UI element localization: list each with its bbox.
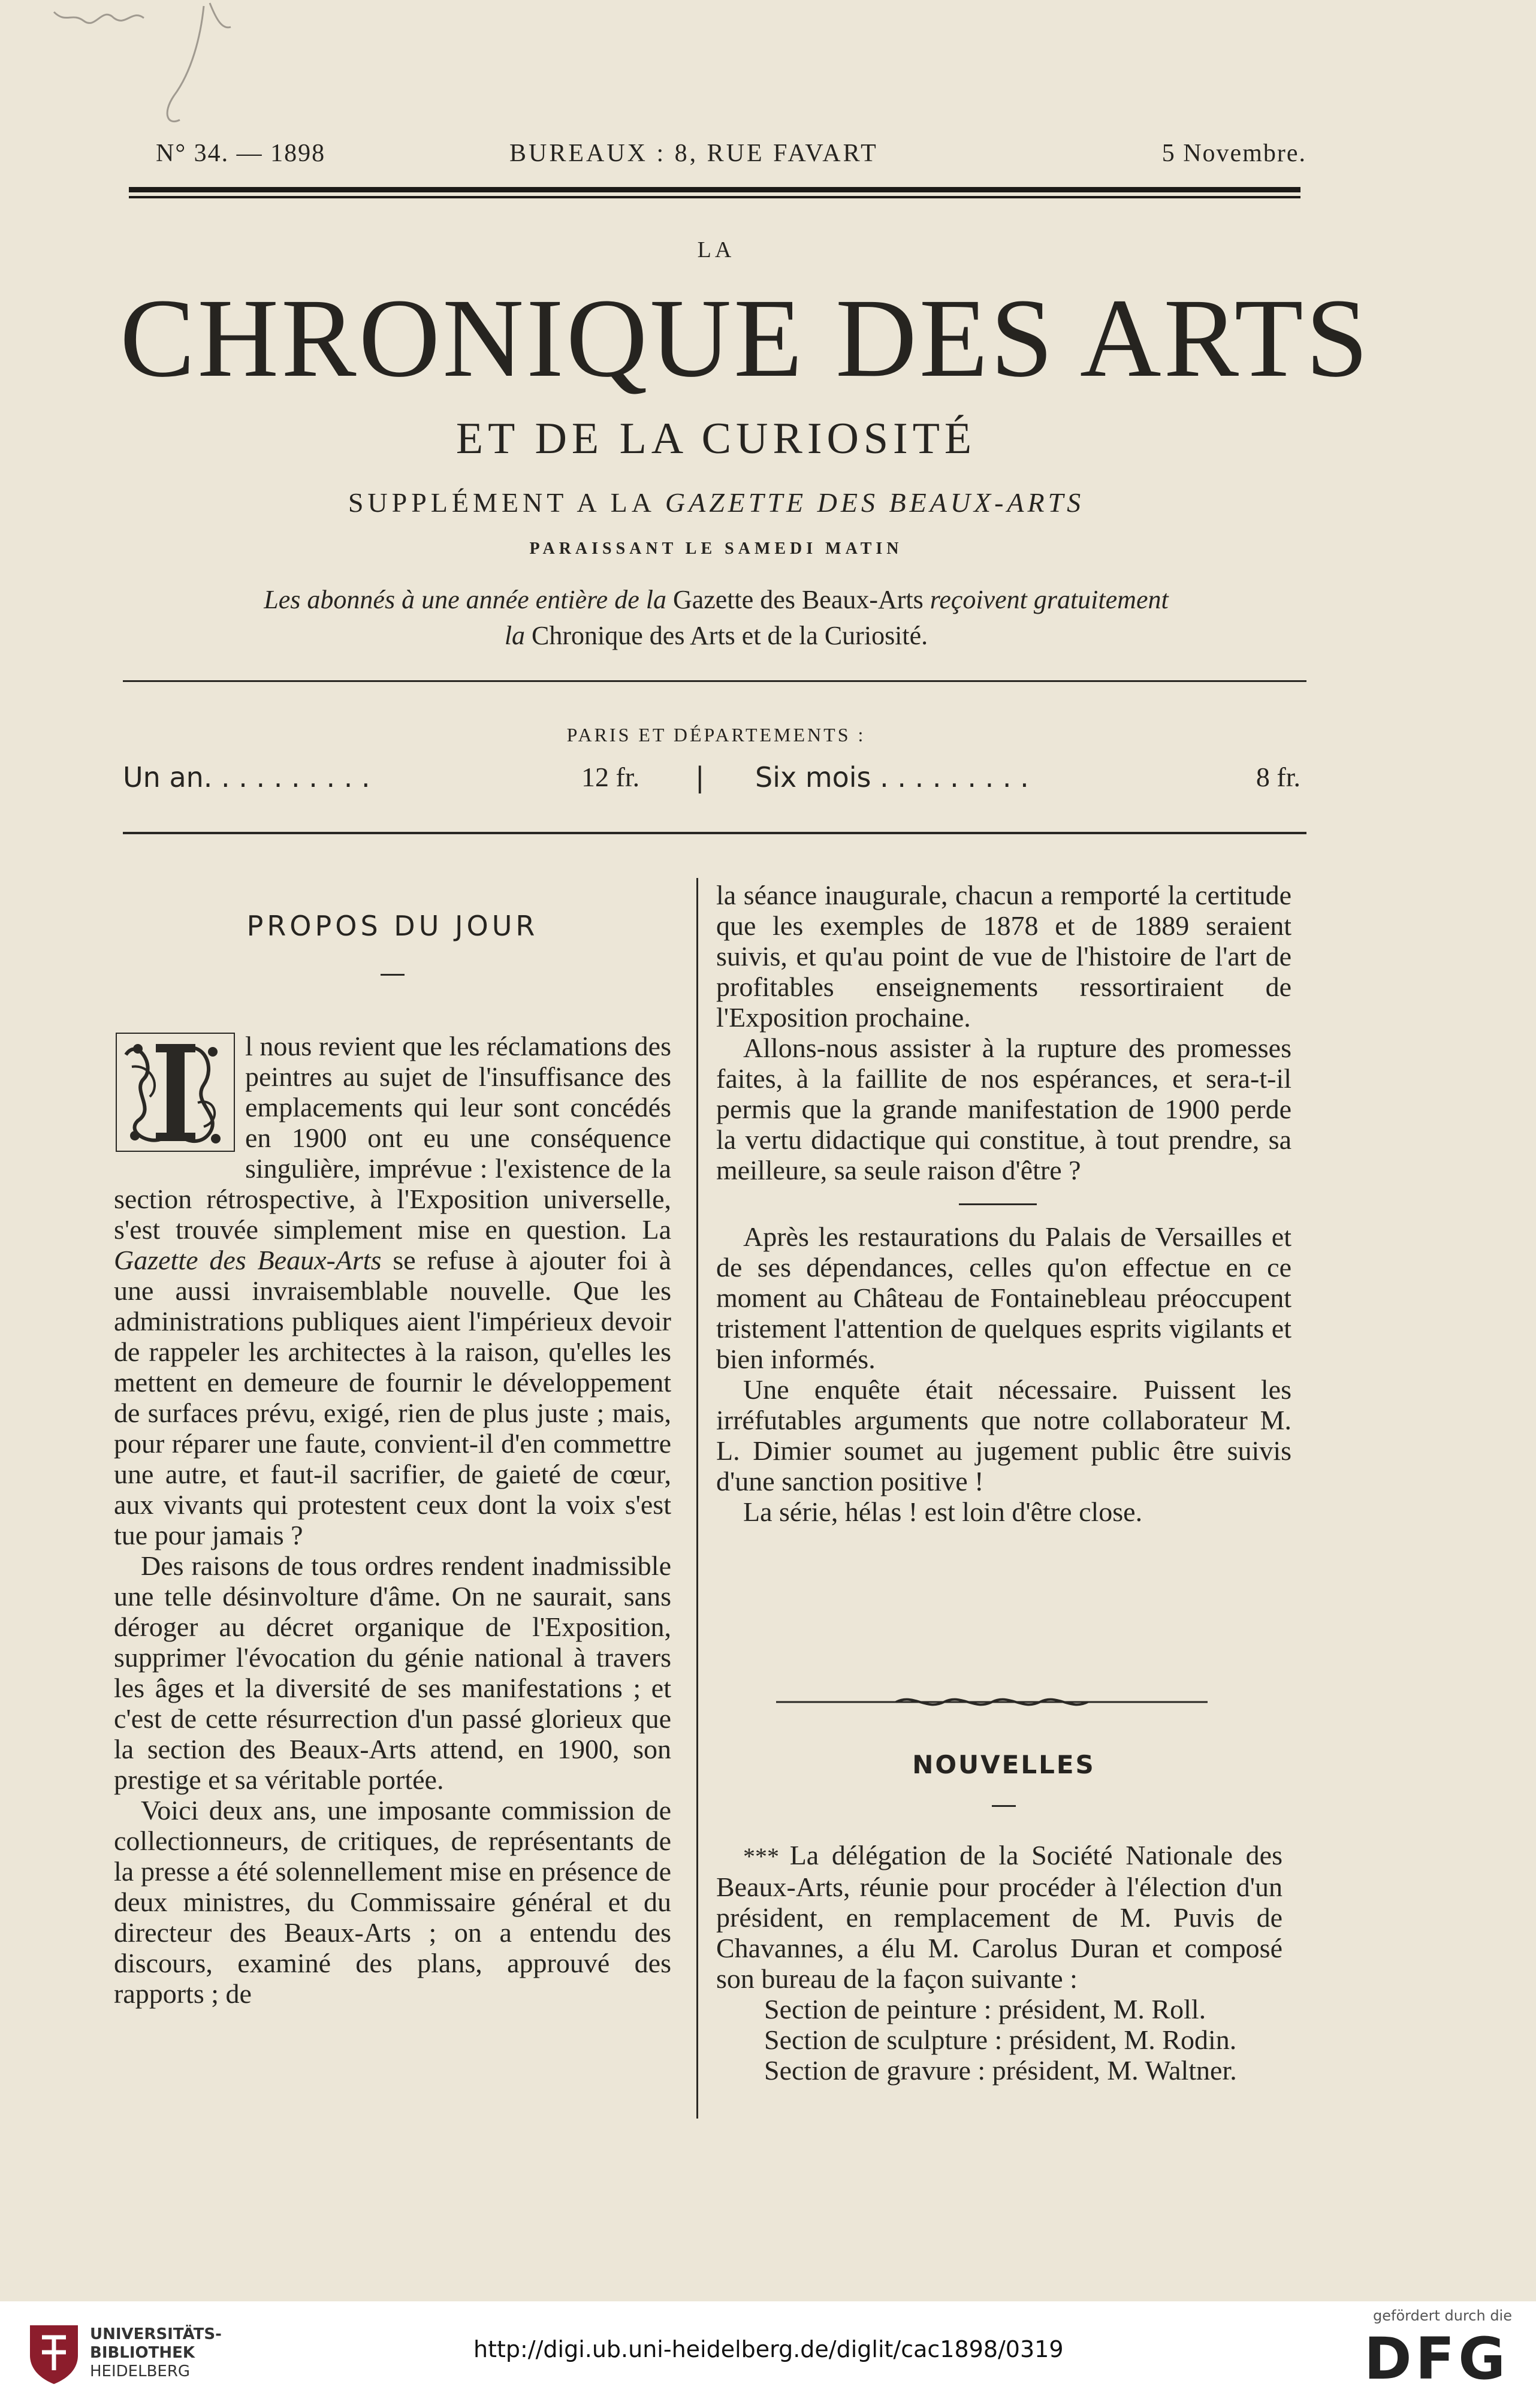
subscription-prices <box>120 761 1306 803</box>
year-label: Un an. . . . . . . . . . <box>123 761 370 793</box>
university-seal-icon <box>24 2319 84 2385</box>
issue-date: 5 Novembre. <box>1161 140 1306 167</box>
propos-paragraph-3: Voici deux ans, une imposante commission de collectionneurs, de critiques, de représentants de la presse a été solennellement mise en présence de deux ministres, du Commissaire général et du directeur des Beaux-Arts ; on a entendu des discours, examiné des plans, approuvé des rapports ; de <box>114 1795 671 2009</box>
heading-dash <box>992 1805 1016 1807</box>
left-column <box>114 1031 671 2009</box>
notice-text-d: la <box>504 621 532 650</box>
subscriber-notice-1 <box>120 584 1312 615</box>
masthead-line <box>156 139 1306 175</box>
heading-dash <box>381 974 405 976</box>
frequency-line: PARAISSANT LE SAMEDI MATIN <box>529 539 903 558</box>
permalink-url[interactable]: http://digi.ub.uni-heidelberg.de/diglit/cac1898/0319 <box>473 2336 1064 2362</box>
paragraph-text: se refuse à ajouter foi à une aussi invraisemblable nouvelle. Que les administrations publiques aient l'impérieux devoir de rappeler les architectes à la raison, qu'elles les mettent en demeure de fournir le développement de surfaces prévu, exigé, rien de plus juste ; mais, pour réparer une faute, convient-il d'en commettre une autre, et faut-il sacrifier, de gaieté de cœur, aux vivants qui protestent ceux dont la voix s'est tue pour jamais ? <box>114 1245 671 1550</box>
footer-bar <box>0 2301 1536 2408</box>
nouvelles-paragraph-1 <box>716 1840 1282 1994</box>
half-label: Six mois . . . . . . . . . <box>755 761 1029 793</box>
propos-paragraph-4: la séance inaugurale, chacun a remporté la certitude que les exemples de 1878 et de 1889 seraient suivis, et qu'au point de vue de l'histoire de l'art de profitables enseignements ressortiraient de l'Exposition prochaine. <box>716 880 1291 1033</box>
half-price: 8 fr. <box>1256 762 1300 792</box>
propos-paragraph-5: Allons-nous assister à la rupture des promesses faites, à la faillite de nos espérances, et sera-t-il permis que la grande manifestation de 1900 perde la vertu didactique qui constitue, à tout prendre, sa meilleure, sa seule raison d'être ? <box>716 1033 1291 1185</box>
masthead-rule <box>129 187 1300 192</box>
supplement-name: GAZETTE DES BEAUX-ARTS <box>665 487 1085 518</box>
asterism: * * * <box>743 1843 777 1870</box>
column-rule <box>696 878 698 2119</box>
year-price: 12 fr. <box>581 762 640 792</box>
section-line: Section de sculpture : président, M. Rodin. <box>764 2024 1237 2055</box>
library-line: UNIVERSITÄTS- <box>90 2325 222 2343</box>
short-divider <box>959 1203 1037 1205</box>
dfg-logo: DFG <box>1363 2325 1509 2392</box>
notice-text-c: reçoivent gratuitement <box>930 585 1169 614</box>
issue-number: N° 34. — 1898 <box>156 140 326 167</box>
notice-text-a: Les abonnés à une année entière de la <box>264 585 673 614</box>
masthead-rule-thin <box>129 196 1300 198</box>
library-line: HEIDELBERG <box>90 2362 191 2380</box>
divider-rule <box>123 832 1306 834</box>
section-heading-propos: PROPOS DU JOUR <box>246 910 539 942</box>
pencil-annotation <box>30 0 258 138</box>
newspaper-subtitle: ET DE LA CURIOSITÉ <box>455 414 977 463</box>
propos-paragraph-8: La série, hélas ! est loin d'être close. <box>743 1496 1143 1527</box>
propos-paragraph-7: Une enquête était nécessaire. Puissent les irréfutables arguments que notre collaborateur M. L. Dimier soumet au jugement public être suivis d'une sanction positive ! <box>716 1374 1291 1496</box>
library-name <box>90 2325 222 2381</box>
propos-paragraph-6: Après les restaurations du Palais de Versailles et de ses dépendances, celles qu'on effectue en ce moment au Château de Fontainebleau préoccupent tristement l'attention de quelques esprits vigilants et bien informés. <box>716 1221 1291 1374</box>
divider-rule <box>123 680 1306 682</box>
separator-space <box>716 1185 1291 1221</box>
gazette-name: Gazette des Beaux-Arts <box>114 1245 382 1275</box>
notice-text-e: Chronique des Arts et de la Curiosité. <box>532 621 928 650</box>
title-article: LA <box>697 237 735 262</box>
nouvelles-column <box>716 1840 1282 2086</box>
office-address: BUREAUX : 8, RUE FAVART <box>509 140 879 167</box>
supplement-line <box>120 487 1312 518</box>
propos-paragraph-2: Des raisons de tous ordres rendent inadmissible une telle désinvolture d'âme. On ne saurait, sans déroger au décret organique de l'Exposition, supprimer l'évocation du génie national à travers les âges et la diversité de ses manifestations ; et c'est de cette résurrection d'un passé glorieux que la section des Beaux-Arts attend, en 1900, son prestige et sa véritable portée. <box>114 1550 671 1795</box>
supplement-prefix: SUPPLÉMENT A LA <box>348 487 665 518</box>
section-line: Section de gravure : président, M. Waltner. <box>764 2055 1237 2086</box>
subscriber-notice-2 <box>120 620 1312 651</box>
price-separator: | <box>695 761 705 793</box>
library-line: BIBLIOTHEK <box>90 2344 195 2362</box>
ornamental-divider <box>776 1693 1208 1711</box>
section-line: Section de peinture : président, M. Roll. <box>764 1994 1206 2024</box>
newspaper-title: CHRONIQUE DES ARTS <box>120 275 1371 400</box>
ornamental-initial-icon <box>114 1031 237 1154</box>
paragraph-text: La délégation de la Société Nationale des Beaux-Arts, réunie pour procéder à l'élection d'un président, en remplacement de M. Puvis de Chavannes, a élu M. Carolus Duran et composé son bureau de la façon suivante : <box>716 1840 1282 1994</box>
right-column <box>716 880 1291 1527</box>
funder-label: gefördert durch die <box>1373 2307 1512 2324</box>
subscription-heading: PARIS ET DÉPARTEMENTS : <box>566 724 866 746</box>
notice-text-b: Gazette des Beaux-Arts <box>672 585 930 614</box>
paragraph-text: l nous revient que les réclamations des peintres au sujet de l'insuffisance des emplacements qui leur sont concédés en 1900 ont eu une conséquence singulière, imprévue : l'existence de la section rétrospective, à l'Exposition universelle, s'est trouvée simplement mise en question. La <box>114 1031 671 1245</box>
section-heading-nouvelles: NOUVELLES <box>912 1750 1096 1779</box>
